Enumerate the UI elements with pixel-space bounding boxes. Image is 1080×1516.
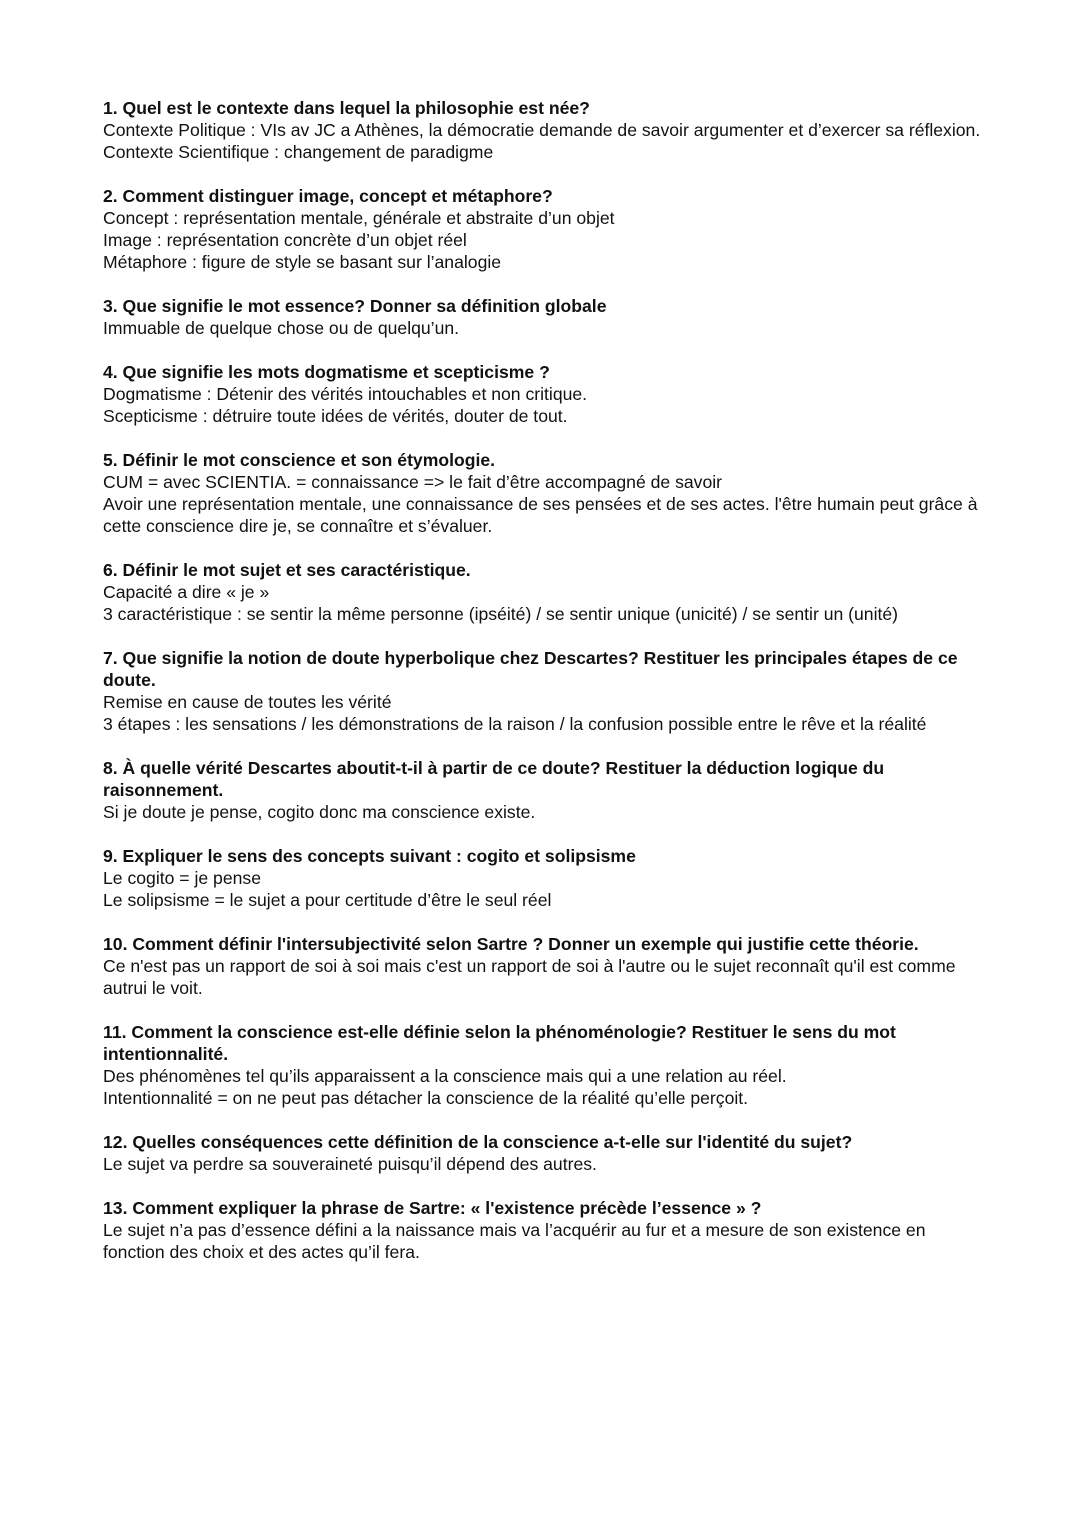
- answer-text: Le solipsisme = le sujet a pour certitude d’être le seul réel: [103, 890, 552, 910]
- question-heading: 4. Que signifie les mots dogmatisme et scepticisme ?: [103, 362, 550, 382]
- qa-item-3: [103, 295, 983, 339]
- qa-item-8: [103, 757, 983, 823]
- document-page: [103, 97, 983, 1285]
- answer-text: Ce n'est pas un rapport de soi à soi mais c'est un rapport de soi à l'autre ou le sujet reconnaît qu'il est comme autrui le voit.: [103, 956, 956, 998]
- answer-text: Dogmatisme : Détenir des vérités intouchables et non critique.: [103, 384, 588, 404]
- answer-text: Des phénomènes tel qu’ils apparaissent a la conscience mais qui a une relation au réel.: [103, 1066, 787, 1086]
- qa-item-4: [103, 361, 983, 427]
- answer-text: Avoir une représentation mentale, une connaissance de ses pensées et de ses actes. l'être humain peut grâce à cette conscience dire je, se connaître et s’évaluer.: [103, 494, 978, 536]
- qa-item-9: [103, 845, 983, 911]
- question-heading: 3. Que signifie le mot essence? Donner sa définition globale: [103, 296, 607, 316]
- question-heading: 2. Comment distinguer image, concept et métaphore?: [103, 186, 553, 206]
- answer-text: Image : représentation concrète d’un objet réel: [103, 230, 467, 250]
- question-heading: 6. Définir le mot sujet et ses caractéristique.: [103, 560, 471, 580]
- answer-text: Métaphore : figure de style se basant sur l’analogie: [103, 252, 502, 272]
- answer-text: Scepticisme : détruire toute idées de vérités, douter de tout.: [103, 406, 568, 426]
- qa-item-13: [103, 1197, 983, 1263]
- question-heading: 8. À quelle vérité Descartes aboutit-t-il à partir de ce doute? Restituer la déduction logique du raisonnement.: [103, 758, 885, 800]
- answer-text: Remise en cause de toutes les vérité: [103, 692, 392, 712]
- answer-text: CUM = avec SCIENTIA. = connaissance => le fait d’être accompagné de savoir: [103, 472, 723, 492]
- question-heading: 10. Comment définir l'intersubjectivité selon Sartre ? Donner un exemple qui justifie cette théorie.: [103, 934, 919, 954]
- answer-text: Contexte Scientifique : changement de paradigme: [103, 142, 494, 162]
- qa-item-12: [103, 1131, 983, 1175]
- qa-item-2: [103, 185, 983, 273]
- question-heading: 7. Que signifie la notion de doute hyperbolique chez Descartes? Restituer les principales étapes de ce doute.: [103, 648, 958, 690]
- qa-item-10: [103, 933, 983, 999]
- answer-text: Intentionnalité = on ne peut pas détacher la conscience de la réalité qu’elle perçoit.: [103, 1088, 749, 1108]
- answer-text: Le sujet n’a pas d’essence défini a la naissance mais va l’acquérir au fur et a mesure de son existence en fonction des choix et des actes qu’il fera.: [103, 1220, 926, 1262]
- qa-item-7: [103, 647, 983, 735]
- answer-text: 3 caractéristique : se sentir la même personne (ipséité) / se sentir unique (unicité) / se sentir un (unité): [103, 604, 899, 624]
- question-heading: 9. Expliquer le sens des concepts suivant : cogito et solipsisme: [103, 846, 636, 866]
- answer-text: 3 étapes : les sensations / les démonstrations de la raison / la confusion possible entre le rêve et la réalité: [103, 714, 927, 734]
- answer-text: Contexte Politique : VIs av JC a Athènes, la démocratie demande de savoir argumenter et d’exercer sa réflexion.: [103, 120, 981, 140]
- question-heading: 5. Définir le mot conscience et son étymologie.: [103, 450, 496, 470]
- qa-item-11: [103, 1021, 983, 1109]
- question-heading: 12. Quelles conséquences cette définition de la conscience a-t-elle sur l'identité du sujet?: [103, 1132, 853, 1152]
- question-heading: 1. Quel est le contexte dans lequel la philosophie est née?: [103, 98, 590, 118]
- answer-text: Immuable de quelque chose ou de quelqu’un.: [103, 318, 460, 338]
- answer-text: Si je doute je pense, cogito donc ma conscience existe.: [103, 802, 536, 822]
- qa-item-5: [103, 449, 983, 537]
- qa-item-1: [103, 97, 983, 163]
- answer-text: Concept : représentation mentale, générale et abstraite d’un objet: [103, 208, 615, 228]
- qa-item-6: [103, 559, 983, 625]
- answer-text: Le cogito = je pense: [103, 868, 261, 888]
- question-heading: 11. Comment la conscience est-elle définie selon la phénoménologie? Restituer le sens du mot intentionnalité.: [103, 1022, 896, 1064]
- answer-text: Le sujet va perdre sa souveraineté puisqu’il dépend des autres.: [103, 1154, 597, 1174]
- answer-text: Capacité a dire « je »: [103, 582, 270, 602]
- question-heading: 13. Comment expliquer la phrase de Sartre: « l'existence précède l’essence » ?: [103, 1198, 762, 1218]
